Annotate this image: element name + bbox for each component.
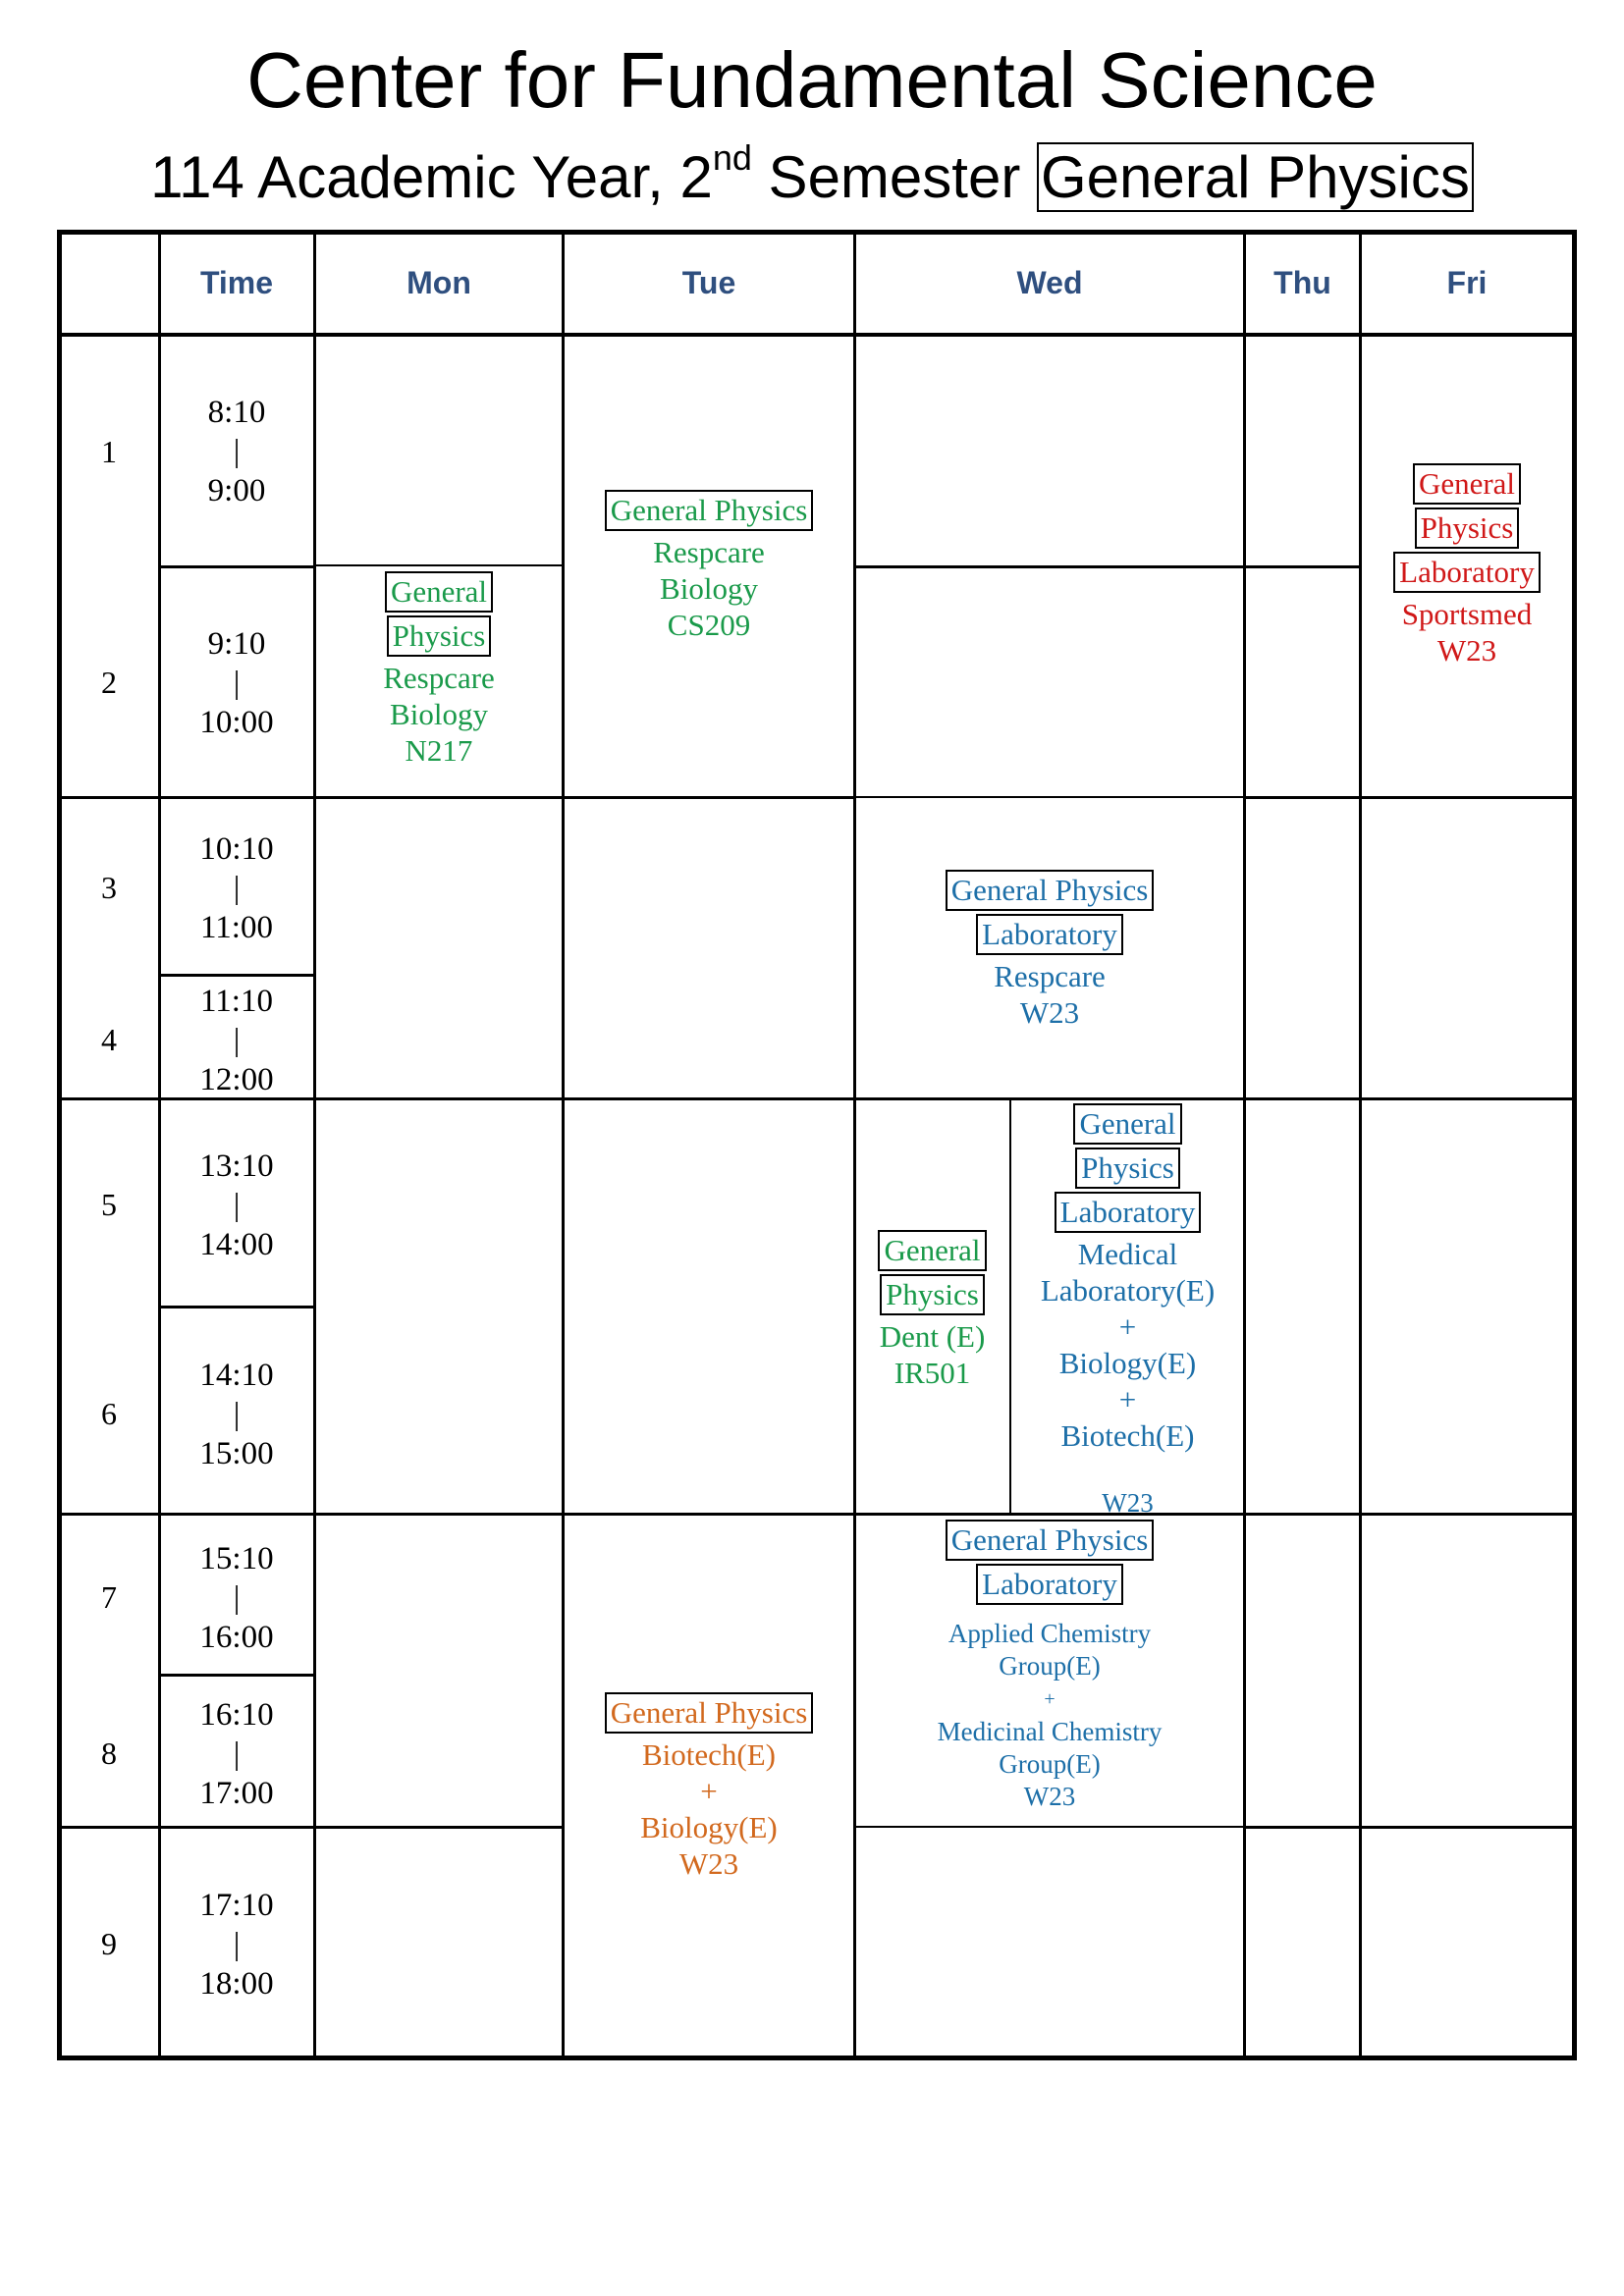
subtitle-suffix: Semester xyxy=(751,144,1037,210)
class-tue-general-physics-biotech[interactable] xyxy=(564,1692,854,1882)
class-group: Biotech(E) xyxy=(1060,1418,1195,1453)
header-mon: Mon xyxy=(406,265,471,300)
period-time: 9:10 | 10:00 xyxy=(199,626,274,740)
class-group: Respcare xyxy=(653,535,765,569)
subtitle-prefix: 114 Academic Year, 2 xyxy=(150,144,713,210)
mon-line-5 xyxy=(313,1826,563,1829)
class-tue-general-physics[interactable] xyxy=(564,490,854,643)
class-group: Laboratory(E) xyxy=(1040,1273,1216,1308)
fri-line-2 xyxy=(1359,1097,1575,1100)
class-room: W23 xyxy=(1436,633,1497,667)
period-time: 11:10 | 12:00 xyxy=(199,984,274,1097)
class-group: Biology xyxy=(660,571,758,606)
class-title: General xyxy=(878,1230,986,1271)
class-group: Group(E) xyxy=(999,1749,1101,1779)
fri-line-4 xyxy=(1359,1826,1575,1829)
period-number: 5 xyxy=(101,1187,117,1222)
class-group: + xyxy=(1118,1382,1137,1416)
wed-line-3 xyxy=(853,1097,1246,1100)
row-line-time-7 xyxy=(158,1674,316,1677)
class-title: Physics xyxy=(1415,507,1520,549)
wed-line-5 xyxy=(853,1826,1246,1828)
class-title: General Physics xyxy=(605,490,814,531)
period-number: 1 xyxy=(101,434,117,469)
class-fri-general-physics-lab[interactable] xyxy=(1361,463,1573,668)
class-group: Respcare xyxy=(383,661,495,695)
page-title: Center for Fundamental Science xyxy=(246,36,1378,124)
period-time: 8:10 | 9:00 xyxy=(207,395,266,508)
table-border-bottom xyxy=(57,2056,1577,2060)
period-number: 7 xyxy=(101,1579,117,1615)
class-group: Respcare xyxy=(994,959,1106,993)
subtitle-sup: nd xyxy=(712,137,752,178)
period-number: 6 xyxy=(101,1396,117,1431)
class-title: Laboratory xyxy=(1393,552,1541,593)
period-time: 16:10 | 17:00 xyxy=(199,1697,274,1811)
row-line-num-2-3 xyxy=(57,796,160,799)
class-title: Laboratory xyxy=(976,914,1123,955)
thu-line-5 xyxy=(1243,1826,1362,1829)
row-line-num-6-7 xyxy=(57,1513,160,1516)
class-title: Laboratory xyxy=(1055,1192,1202,1233)
class-room: W23 xyxy=(1102,1488,1154,1518)
class-title: General Physics xyxy=(605,1692,814,1734)
class-group: Medicinal Chemistry xyxy=(937,1717,1163,1746)
class-group: Group(E) xyxy=(999,1651,1101,1681)
header-fri: Fri xyxy=(1446,265,1488,300)
table-border-top xyxy=(57,230,1577,235)
class-group: Biology xyxy=(390,697,488,731)
header-divider xyxy=(57,333,1577,337)
class-wed-general-physics-lab-medical[interactable] xyxy=(1011,1103,1244,1520)
class-group: Biotech(E) xyxy=(641,1737,776,1772)
class-title: General xyxy=(1413,463,1521,505)
wed-line-1 xyxy=(853,565,1246,568)
period-number: 9 xyxy=(101,1926,117,1961)
class-group: + xyxy=(700,1774,718,1808)
class-room: W23 xyxy=(678,1846,739,1881)
row-line-time-1 xyxy=(158,565,316,568)
class-title: General Physics xyxy=(946,1520,1155,1561)
class-title: Physics xyxy=(1075,1148,1180,1189)
class-group: Biology(E) xyxy=(1058,1346,1197,1380)
row-line-num-4-5 xyxy=(57,1097,160,1100)
class-group: + xyxy=(1118,1309,1137,1344)
class-wed-general-physics-lab-chem[interactable] xyxy=(855,1520,1244,1813)
page-subtitle xyxy=(0,137,1624,210)
class-group: Sportsmed xyxy=(1401,597,1533,631)
tue-line-2 xyxy=(562,1097,856,1100)
class-group: Dent (E) xyxy=(879,1319,986,1354)
class-mon-general-physics[interactable] xyxy=(315,571,563,769)
thu-line-3 xyxy=(1243,1097,1362,1100)
row-line-time-8 xyxy=(158,1826,316,1829)
fri-line-1 xyxy=(1359,796,1575,799)
period-time: 13:10 | 14:00 xyxy=(199,1148,274,1262)
row-line-num-8-9 xyxy=(57,1826,160,1829)
class-room: CS209 xyxy=(667,608,751,642)
period-time: 14:10 | 15:00 xyxy=(199,1358,274,1471)
row-line-time-3 xyxy=(158,974,316,977)
class-room: W23 xyxy=(1019,995,1080,1030)
class-wed-general-physics-dent[interactable] xyxy=(855,1230,1009,1391)
mon-line-2 xyxy=(313,796,563,799)
mon-line-1 xyxy=(313,564,563,566)
row-line-time-5 xyxy=(158,1306,316,1308)
class-title: General xyxy=(1073,1103,1181,1145)
tue-line-1 xyxy=(562,796,856,799)
class-room: N217 xyxy=(405,733,473,768)
thu-line-1 xyxy=(1243,565,1362,568)
mon-line-4 xyxy=(313,1513,563,1516)
class-title: Laboratory xyxy=(976,1564,1123,1605)
table-border-left xyxy=(57,230,62,2060)
class-title: General xyxy=(385,571,493,613)
class-wed-general-physics-lab[interactable] xyxy=(855,870,1244,1031)
fri-line-3 xyxy=(1359,1513,1575,1516)
period-number: 3 xyxy=(101,870,117,905)
period-number: 2 xyxy=(101,665,117,700)
mon-line-3 xyxy=(313,1097,563,1100)
class-title: Physics xyxy=(880,1274,985,1315)
period-time: 15:10 | 16:00 xyxy=(199,1541,274,1655)
thu-line-4 xyxy=(1243,1513,1362,1516)
period-number: 4 xyxy=(101,1022,117,1057)
class-title: Physics xyxy=(387,615,492,657)
class-group: Biology(E) xyxy=(640,1810,778,1844)
thu-line-2 xyxy=(1243,796,1362,799)
class-room: IR501 xyxy=(893,1356,971,1390)
header-time: Time xyxy=(199,265,274,300)
class-group: Medical xyxy=(1077,1237,1178,1271)
class-group: + xyxy=(1044,1688,1056,1710)
wed-line-2 xyxy=(853,796,1246,798)
header-wed: Wed xyxy=(1016,265,1083,300)
header-thu: Thu xyxy=(1273,265,1331,300)
period-time: 10:10 | 11:00 xyxy=(199,831,274,945)
class-group: Applied Chemistry xyxy=(947,1619,1152,1648)
header-tue: Tue xyxy=(681,265,736,300)
period-time: 17:10 | 18:00 xyxy=(199,1888,274,2002)
row-line-time-6 xyxy=(158,1513,316,1516)
row-line-time-2 xyxy=(158,796,316,799)
class-room: W23 xyxy=(1023,1782,1076,1811)
tue-line-3 xyxy=(562,1513,856,1516)
class-title: General Physics xyxy=(946,870,1155,911)
subtitle-course: General Physics xyxy=(1037,142,1474,212)
period-number: 8 xyxy=(101,1735,117,1771)
